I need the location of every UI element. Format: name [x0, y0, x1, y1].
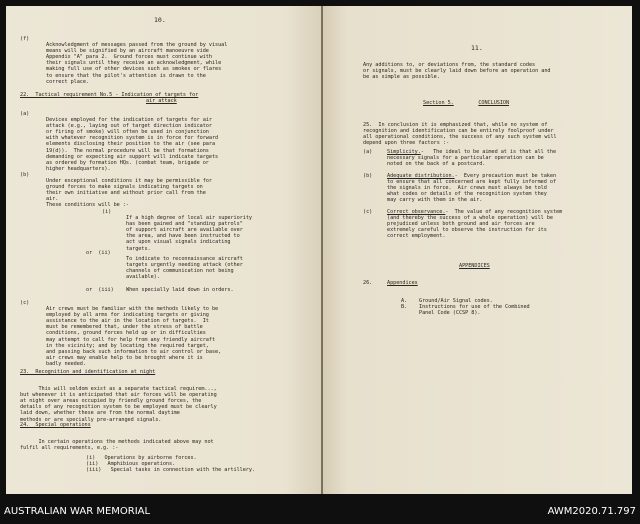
para-22b-i-text: If a high degree of local air superiority has been gained and "standing patrols" of support aircraft are available over the area, and have been instructed to act upon visual signals indicating targets. [126, 215, 252, 252]
footer-institution: AUSTRALIAN WAR MEMORIAL [4, 506, 151, 517]
para-25-text: 25. In conclusion it is emphasized that, while no system of recognition and identification can be entirely foolproof under all operational conditions, the success of any such system will depend upon three factors :- [363, 122, 557, 147]
para-f-text: Acknowledgment of messages passed from the ground by visual means will be signified by an aircraft manoeuvre vide Appendix "A" para 2. Ground forces must continue with their signals until they receive an acknowledgment, while making full use of other devices such as smokes or flares to ensure that the pilot's attention is drawn to the correct place. [46, 42, 228, 85]
para-22b-i-marker: (i) [102, 209, 112, 215]
para-25a-text: Simplicity.- The ideal to be aimed at is that all the necessary signals for a particular operation can be noted on the back of a postcard. [387, 149, 557, 168]
para-25c-marker: (c) [363, 209, 373, 215]
para-22a-marker: (a) [20, 111, 30, 117]
section-5-label: Section 5. CONCLUSION [423, 100, 510, 106]
para-25b-text: Adequate distribution.- Every precaution must be taken to ensure that all concerned are kept fully informed of the signals in force. Air crews must always be told what codes or details of the recognition system they may carry with them in the air. [387, 173, 557, 204]
section-24-heading: 24. Special operations [20, 422, 91, 428]
section-22-heading: 22. Tactical requirement No.5 - Indication of targets for [20, 92, 199, 98]
right-page [323, 6, 632, 494]
page-number: 10. [154, 16, 166, 24]
section-24-items: (i) Operations by airborne forces. (ii) Amphibious operations. (iii) Special tasks in connection with the artillery. [86, 455, 256, 474]
para-25c-text: Correct observance.- The value of any recognition system (and thereby the success of a whole operation) will be prejudiced unless both ground and air forces are extremely careful to observe the instruction for its correct employment. [387, 209, 563, 240]
appendix-letters: A. B. [401, 298, 408, 311]
para-22b-iii-text: When specially laid down in orders. [126, 287, 234, 293]
section-23-text: This will seldom exist as a separate tactical requirem..., but whenever it is anticipated that air forces will be operating at night over areas occupied by friendly ground forces, the details of any recognition system to be employed must be clearly laid down, whether these are from the normal daytime methods or are specially pre-arranged signals. [20, 386, 217, 423]
para-f-marker: (f) [20, 36, 30, 42]
section-23-heading: 23. Recognition and identification at night [20, 369, 156, 375]
appendices-heading: APPENDICES [459, 263, 490, 269]
para-22c-marker: (c) [20, 300, 30, 306]
intro-text: Any additions to, or deviations from, the standard codes or signals, must be clearly laid down before an operation and be as simple as possible. [363, 62, 551, 81]
page-number: 11. [471, 44, 483, 52]
section-24-text: In certain operations the methods indicated above may not fulfil all requirements, e.g. :- [20, 439, 214, 452]
section-22-heading-cont: air attack [146, 98, 177, 104]
footer-accession-number: AWM2020.71.797 [547, 506, 636, 517]
para-26-marker: 26. [363, 280, 373, 286]
para-22b-ii-text: To indicate to reconnaissance aircraft targets urgently needing attack (other channels of communication not being available). [126, 256, 243, 281]
para-26-heading: Appendices [387, 280, 418, 286]
appendix-items: Ground/Air Signal codes. Instructions for use of the Combined Panel Code (CCSP 8). [419, 298, 530, 317]
para-22b-text: Under exceptional conditions it may be permissible for ground forces to make signals indicating targets on their own initiative and without prior call from the air. These conditions will be :- [46, 178, 212, 209]
para-22b-marker: (b) [20, 172, 30, 178]
para-25a-marker: (a) [363, 149, 373, 155]
para-22a-text: Devices employed for the indication of targets for air attack (e.g., laying out of target direction indicator or firing of smoke) will often be used in conjunction with whatever recognition system is in force for forward elements disclosing their position to the air (see para 19(d)). The normal procedure will be that formations demanding or expecting air support will indicate targets as ordered by formation HQs. (combat team, brigade or higher headquarters). [46, 117, 219, 172]
para-22b-ii-marker: or (ii) [86, 250, 111, 256]
para-25b-marker: (b) [363, 173, 373, 179]
para-22c-text: Air crews must be familiar with the methods likely to be employed by all arms for indicating targets or giving assistance to the air in the location of targets. It must be remembered that, under the stress of battle conditions, ground forces held up or in difficulties may attempt to call for help from any friendly aircraft in the vicinity; and by locating the required target, and passing back such information to air control or base, air crews may enable help to be brought where it is badly needed. [46, 306, 222, 367]
para-22b-iii-marker: or (iii) [86, 287, 114, 293]
left-page [6, 6, 322, 494]
